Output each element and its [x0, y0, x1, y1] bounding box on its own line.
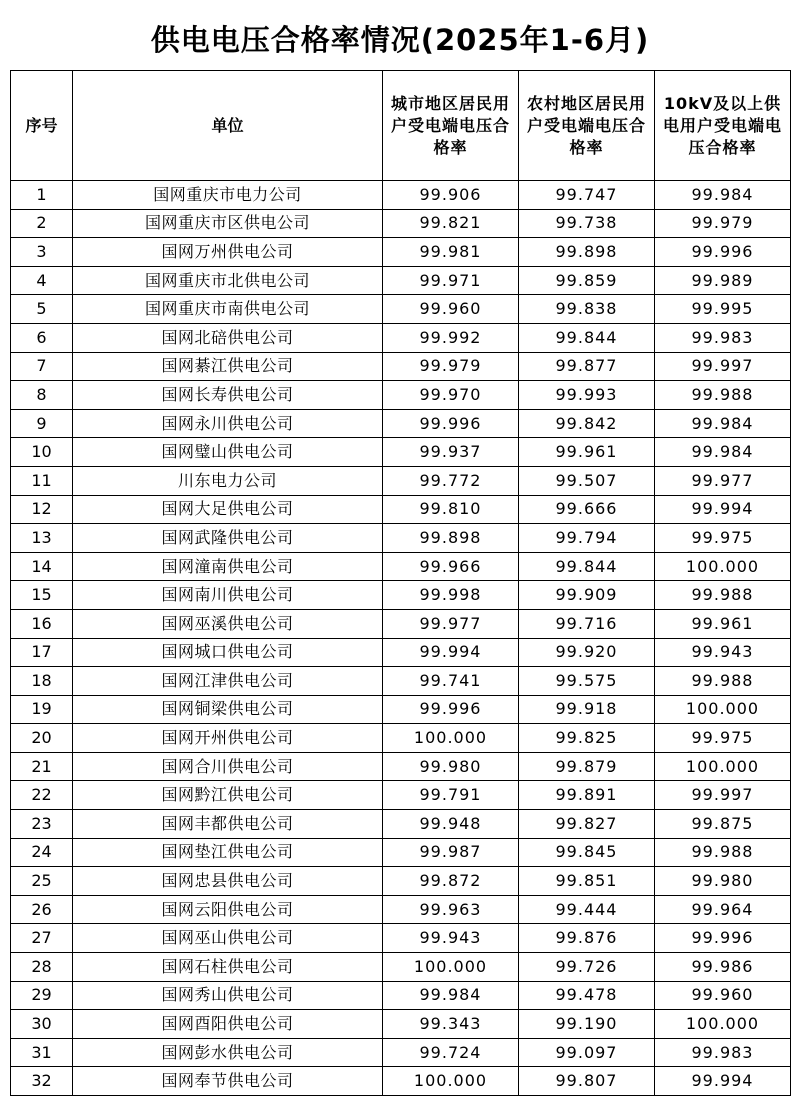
cell-urban-rate: 99.906: [383, 181, 519, 210]
cell-rural-rate: 99.666: [519, 495, 655, 524]
table-row: [11, 323, 791, 352]
cell-index: 5: [11, 295, 73, 324]
cell-unit: 国网黔江供电公司: [73, 781, 383, 810]
cell-index: 32: [11, 1067, 73, 1096]
cell-unit: 国网巫山供电公司: [73, 924, 383, 953]
cell-rural-rate: 99.879: [519, 752, 655, 781]
table-row: [11, 466, 791, 495]
cell-10kv-rate: 99.996: [655, 238, 791, 267]
cell-index: 11: [11, 466, 73, 495]
table-row: [11, 381, 791, 410]
cell-rural-rate: 99.807: [519, 1067, 655, 1096]
cell-unit: 国网永川供电公司: [73, 409, 383, 438]
cell-index: 25: [11, 867, 73, 896]
table-row: [11, 953, 791, 982]
cell-unit: 国网云阳供电公司: [73, 895, 383, 924]
cell-10kv-rate: 100.000: [655, 695, 791, 724]
cell-10kv-rate: 99.988: [655, 581, 791, 610]
header-unit: 单位: [73, 71, 383, 181]
table-row: [11, 638, 791, 667]
cell-10kv-rate: 99.997: [655, 352, 791, 381]
cell-index: 1: [11, 181, 73, 210]
cell-index: 9: [11, 409, 73, 438]
cell-10kv-rate: 99.997: [655, 781, 791, 810]
cell-10kv-rate: 99.996: [655, 924, 791, 953]
cell-10kv-rate: 99.995: [655, 295, 791, 324]
cell-10kv-rate: 99.983: [655, 1038, 791, 1067]
cell-index: 28: [11, 953, 73, 982]
cell-urban-rate: 99.971: [383, 266, 519, 295]
table-row: [11, 181, 791, 210]
cell-urban-rate: 99.724: [383, 1038, 519, 1067]
cell-index: 8: [11, 381, 73, 410]
cell-rural-rate: 99.842: [519, 409, 655, 438]
cell-10kv-rate: 99.988: [655, 838, 791, 867]
cell-rural-rate: 99.444: [519, 895, 655, 924]
cell-unit: 国网酉阳供电公司: [73, 1010, 383, 1039]
cell-10kv-rate: 99.988: [655, 381, 791, 410]
cell-10kv-rate: 99.964: [655, 895, 791, 924]
cell-unit: 国网奉节供电公司: [73, 1067, 383, 1096]
table-row: [11, 266, 791, 295]
cell-10kv-rate: 99.875: [655, 810, 791, 839]
cell-index: 10: [11, 438, 73, 467]
cell-urban-rate: 99.898: [383, 524, 519, 553]
cell-rural-rate: 99.097: [519, 1038, 655, 1067]
cell-unit: 川东电力公司: [73, 466, 383, 495]
cell-urban-rate: 99.960: [383, 295, 519, 324]
table-row: [11, 752, 791, 781]
cell-rural-rate: 99.891: [519, 781, 655, 810]
cell-urban-rate: 99.998: [383, 581, 519, 610]
cell-10kv-rate: 99.984: [655, 181, 791, 210]
cell-rural-rate: 99.851: [519, 867, 655, 896]
header-10kv-rate: 10kV及以上供电用户受电端电压合格率: [655, 71, 791, 181]
cell-unit: 国网璧山供电公司: [73, 438, 383, 467]
table-row: [11, 524, 791, 553]
cell-unit: 国网石柱供电公司: [73, 953, 383, 982]
cell-urban-rate: 99.963: [383, 895, 519, 924]
cell-10kv-rate: 99.986: [655, 953, 791, 982]
cell-unit: 国网綦江供电公司: [73, 352, 383, 381]
cell-unit: 国网潼南供电公司: [73, 552, 383, 581]
cell-10kv-rate: 100.000: [655, 552, 791, 581]
cell-rural-rate: 99.844: [519, 323, 655, 352]
cell-index: 17: [11, 638, 73, 667]
cell-index: 27: [11, 924, 73, 953]
cell-10kv-rate: 99.960: [655, 981, 791, 1010]
cell-unit: 国网丰都供电公司: [73, 810, 383, 839]
cell-rural-rate: 99.993: [519, 381, 655, 410]
cell-urban-rate: 100.000: [383, 724, 519, 753]
cell-unit: 国网开州供电公司: [73, 724, 383, 753]
cell-unit: 国网长寿供电公司: [73, 381, 383, 410]
cell-urban-rate: 99.996: [383, 409, 519, 438]
cell-10kv-rate: 99.943: [655, 638, 791, 667]
cell-rural-rate: 99.478: [519, 981, 655, 1010]
cell-rural-rate: 99.920: [519, 638, 655, 667]
table-row: [11, 1038, 791, 1067]
cell-10kv-rate: 100.000: [655, 752, 791, 781]
cell-index: 12: [11, 495, 73, 524]
cell-rural-rate: 99.575: [519, 667, 655, 696]
cell-urban-rate: 99.937: [383, 438, 519, 467]
header-rural-rate: 农村地区居民用户受电端电压合格率: [519, 71, 655, 181]
cell-urban-rate: 99.772: [383, 466, 519, 495]
cell-unit: 国网重庆市电力公司: [73, 181, 383, 210]
table-row: [11, 838, 791, 867]
cell-urban-rate: 99.992: [383, 323, 519, 352]
cell-unit: 国网南川供电公司: [73, 581, 383, 610]
table-row: [11, 695, 791, 724]
cell-rural-rate: 99.909: [519, 581, 655, 610]
cell-urban-rate: 99.981: [383, 238, 519, 267]
cell-urban-rate: 99.996: [383, 695, 519, 724]
table-row: [11, 924, 791, 953]
table-row: [11, 981, 791, 1010]
cell-10kv-rate: 99.979: [655, 209, 791, 238]
cell-10kv-rate: 99.984: [655, 409, 791, 438]
table-row: [11, 867, 791, 896]
cell-unit: 国网城口供电公司: [73, 638, 383, 667]
cell-rural-rate: 99.876: [519, 924, 655, 953]
table-row: [11, 238, 791, 267]
cell-10kv-rate: 99.989: [655, 266, 791, 295]
cell-rural-rate: 99.844: [519, 552, 655, 581]
cell-index: 4: [11, 266, 73, 295]
cell-index: 30: [11, 1010, 73, 1039]
cell-10kv-rate: 99.984: [655, 438, 791, 467]
cell-urban-rate: 99.966: [383, 552, 519, 581]
cell-unit: 国网彭水供电公司: [73, 1038, 383, 1067]
table-row: [11, 781, 791, 810]
cell-unit: 国网万州供电公司: [73, 238, 383, 267]
cell-rural-rate: 99.726: [519, 953, 655, 982]
table-header-row: [11, 71, 791, 181]
cell-urban-rate: 99.980: [383, 752, 519, 781]
cell-rural-rate: 99.918: [519, 695, 655, 724]
table-row: [11, 724, 791, 753]
cell-rural-rate: 99.825: [519, 724, 655, 753]
cell-rural-rate: 99.507: [519, 466, 655, 495]
cell-urban-rate: 99.791: [383, 781, 519, 810]
cell-unit: 国网忠县供电公司: [73, 867, 383, 896]
header-index: 序号: [11, 71, 73, 181]
cell-unit: 国网大足供电公司: [73, 495, 383, 524]
cell-10kv-rate: 99.975: [655, 524, 791, 553]
table-row: [11, 609, 791, 638]
cell-rural-rate: 99.845: [519, 838, 655, 867]
cell-10kv-rate: 100.000: [655, 1010, 791, 1039]
table-row: [11, 409, 791, 438]
cell-index: 23: [11, 810, 73, 839]
cell-urban-rate: 99.810: [383, 495, 519, 524]
table-row: [11, 895, 791, 924]
header-urban-rate: 城市地区居民用户受电端电压合格率: [383, 71, 519, 181]
cell-10kv-rate: 99.961: [655, 609, 791, 638]
cell-urban-rate: 99.977: [383, 609, 519, 638]
cell-index: 19: [11, 695, 73, 724]
cell-unit: 国网江津供电公司: [73, 667, 383, 696]
cell-index: 6: [11, 323, 73, 352]
cell-10kv-rate: 99.977: [655, 466, 791, 495]
cell-urban-rate: 99.821: [383, 209, 519, 238]
cell-urban-rate: 99.948: [383, 810, 519, 839]
table-row: [11, 667, 791, 696]
cell-index: 26: [11, 895, 73, 924]
cell-index: 13: [11, 524, 73, 553]
cell-rural-rate: 99.898: [519, 238, 655, 267]
cell-rural-rate: 99.190: [519, 1010, 655, 1039]
cell-10kv-rate: 99.994: [655, 495, 791, 524]
cell-index: 14: [11, 552, 73, 581]
cell-rural-rate: 99.827: [519, 810, 655, 839]
cell-unit: 国网垫江供电公司: [73, 838, 383, 867]
cell-10kv-rate: 99.975: [655, 724, 791, 753]
table-row: [11, 438, 791, 467]
cell-unit: 国网武隆供电公司: [73, 524, 383, 553]
cell-unit: 国网北碚供电公司: [73, 323, 383, 352]
table-row: [11, 1067, 791, 1096]
page-title: 供电电压合格率情况(2025年1-6月): [150, 23, 650, 57]
table-row: [11, 810, 791, 839]
table-row: [11, 495, 791, 524]
table-row: [11, 1010, 791, 1039]
cell-10kv-rate: 99.983: [655, 323, 791, 352]
cell-urban-rate: 99.943: [383, 924, 519, 953]
cell-10kv-rate: 99.980: [655, 867, 791, 896]
table-row: [11, 581, 791, 610]
cell-index: 21: [11, 752, 73, 781]
cell-index: 3: [11, 238, 73, 267]
cell-urban-rate: 99.872: [383, 867, 519, 896]
cell-rural-rate: 99.859: [519, 266, 655, 295]
table-row: [11, 352, 791, 381]
table-row: [11, 209, 791, 238]
cell-urban-rate: 100.000: [383, 1067, 519, 1096]
cell-rural-rate: 99.877: [519, 352, 655, 381]
cell-unit: 国网巫溪供电公司: [73, 609, 383, 638]
cell-urban-rate: 99.984: [383, 981, 519, 1010]
cell-index: 31: [11, 1038, 73, 1067]
cell-rural-rate: 99.794: [519, 524, 655, 553]
cell-index: 20: [11, 724, 73, 753]
cell-urban-rate: 99.979: [383, 352, 519, 381]
cell-10kv-rate: 99.988: [655, 667, 791, 696]
cell-index: 22: [11, 781, 73, 810]
cell-index: 29: [11, 981, 73, 1010]
cell-rural-rate: 99.716: [519, 609, 655, 638]
table-row: [11, 295, 791, 324]
cell-urban-rate: 99.987: [383, 838, 519, 867]
cell-urban-rate: 99.970: [383, 381, 519, 410]
cell-index: 16: [11, 609, 73, 638]
cell-index: 24: [11, 838, 73, 867]
cell-unit: 国网重庆市区供电公司: [73, 209, 383, 238]
cell-index: 18: [11, 667, 73, 696]
cell-urban-rate: 100.000: [383, 953, 519, 982]
cell-urban-rate: 99.994: [383, 638, 519, 667]
cell-rural-rate: 99.738: [519, 209, 655, 238]
cell-urban-rate: 99.741: [383, 667, 519, 696]
cell-unit: 国网重庆市北供电公司: [73, 266, 383, 295]
cell-index: 7: [11, 352, 73, 381]
cell-unit: 国网重庆市南供电公司: [73, 295, 383, 324]
cell-10kv-rate: 99.994: [655, 1067, 791, 1096]
cell-unit: 国网秀山供电公司: [73, 981, 383, 1010]
voltage-qualification-table: [10, 70, 791, 1096]
cell-urban-rate: 99.343: [383, 1010, 519, 1039]
table-body: [11, 181, 791, 1096]
cell-index: 2: [11, 209, 73, 238]
cell-rural-rate: 99.747: [519, 181, 655, 210]
cell-unit: 国网铜梁供电公司: [73, 695, 383, 724]
cell-rural-rate: 99.961: [519, 438, 655, 467]
cell-rural-rate: 99.838: [519, 295, 655, 324]
table-row: [11, 552, 791, 581]
cell-unit: 国网合川供电公司: [73, 752, 383, 781]
cell-index: 15: [11, 581, 73, 610]
